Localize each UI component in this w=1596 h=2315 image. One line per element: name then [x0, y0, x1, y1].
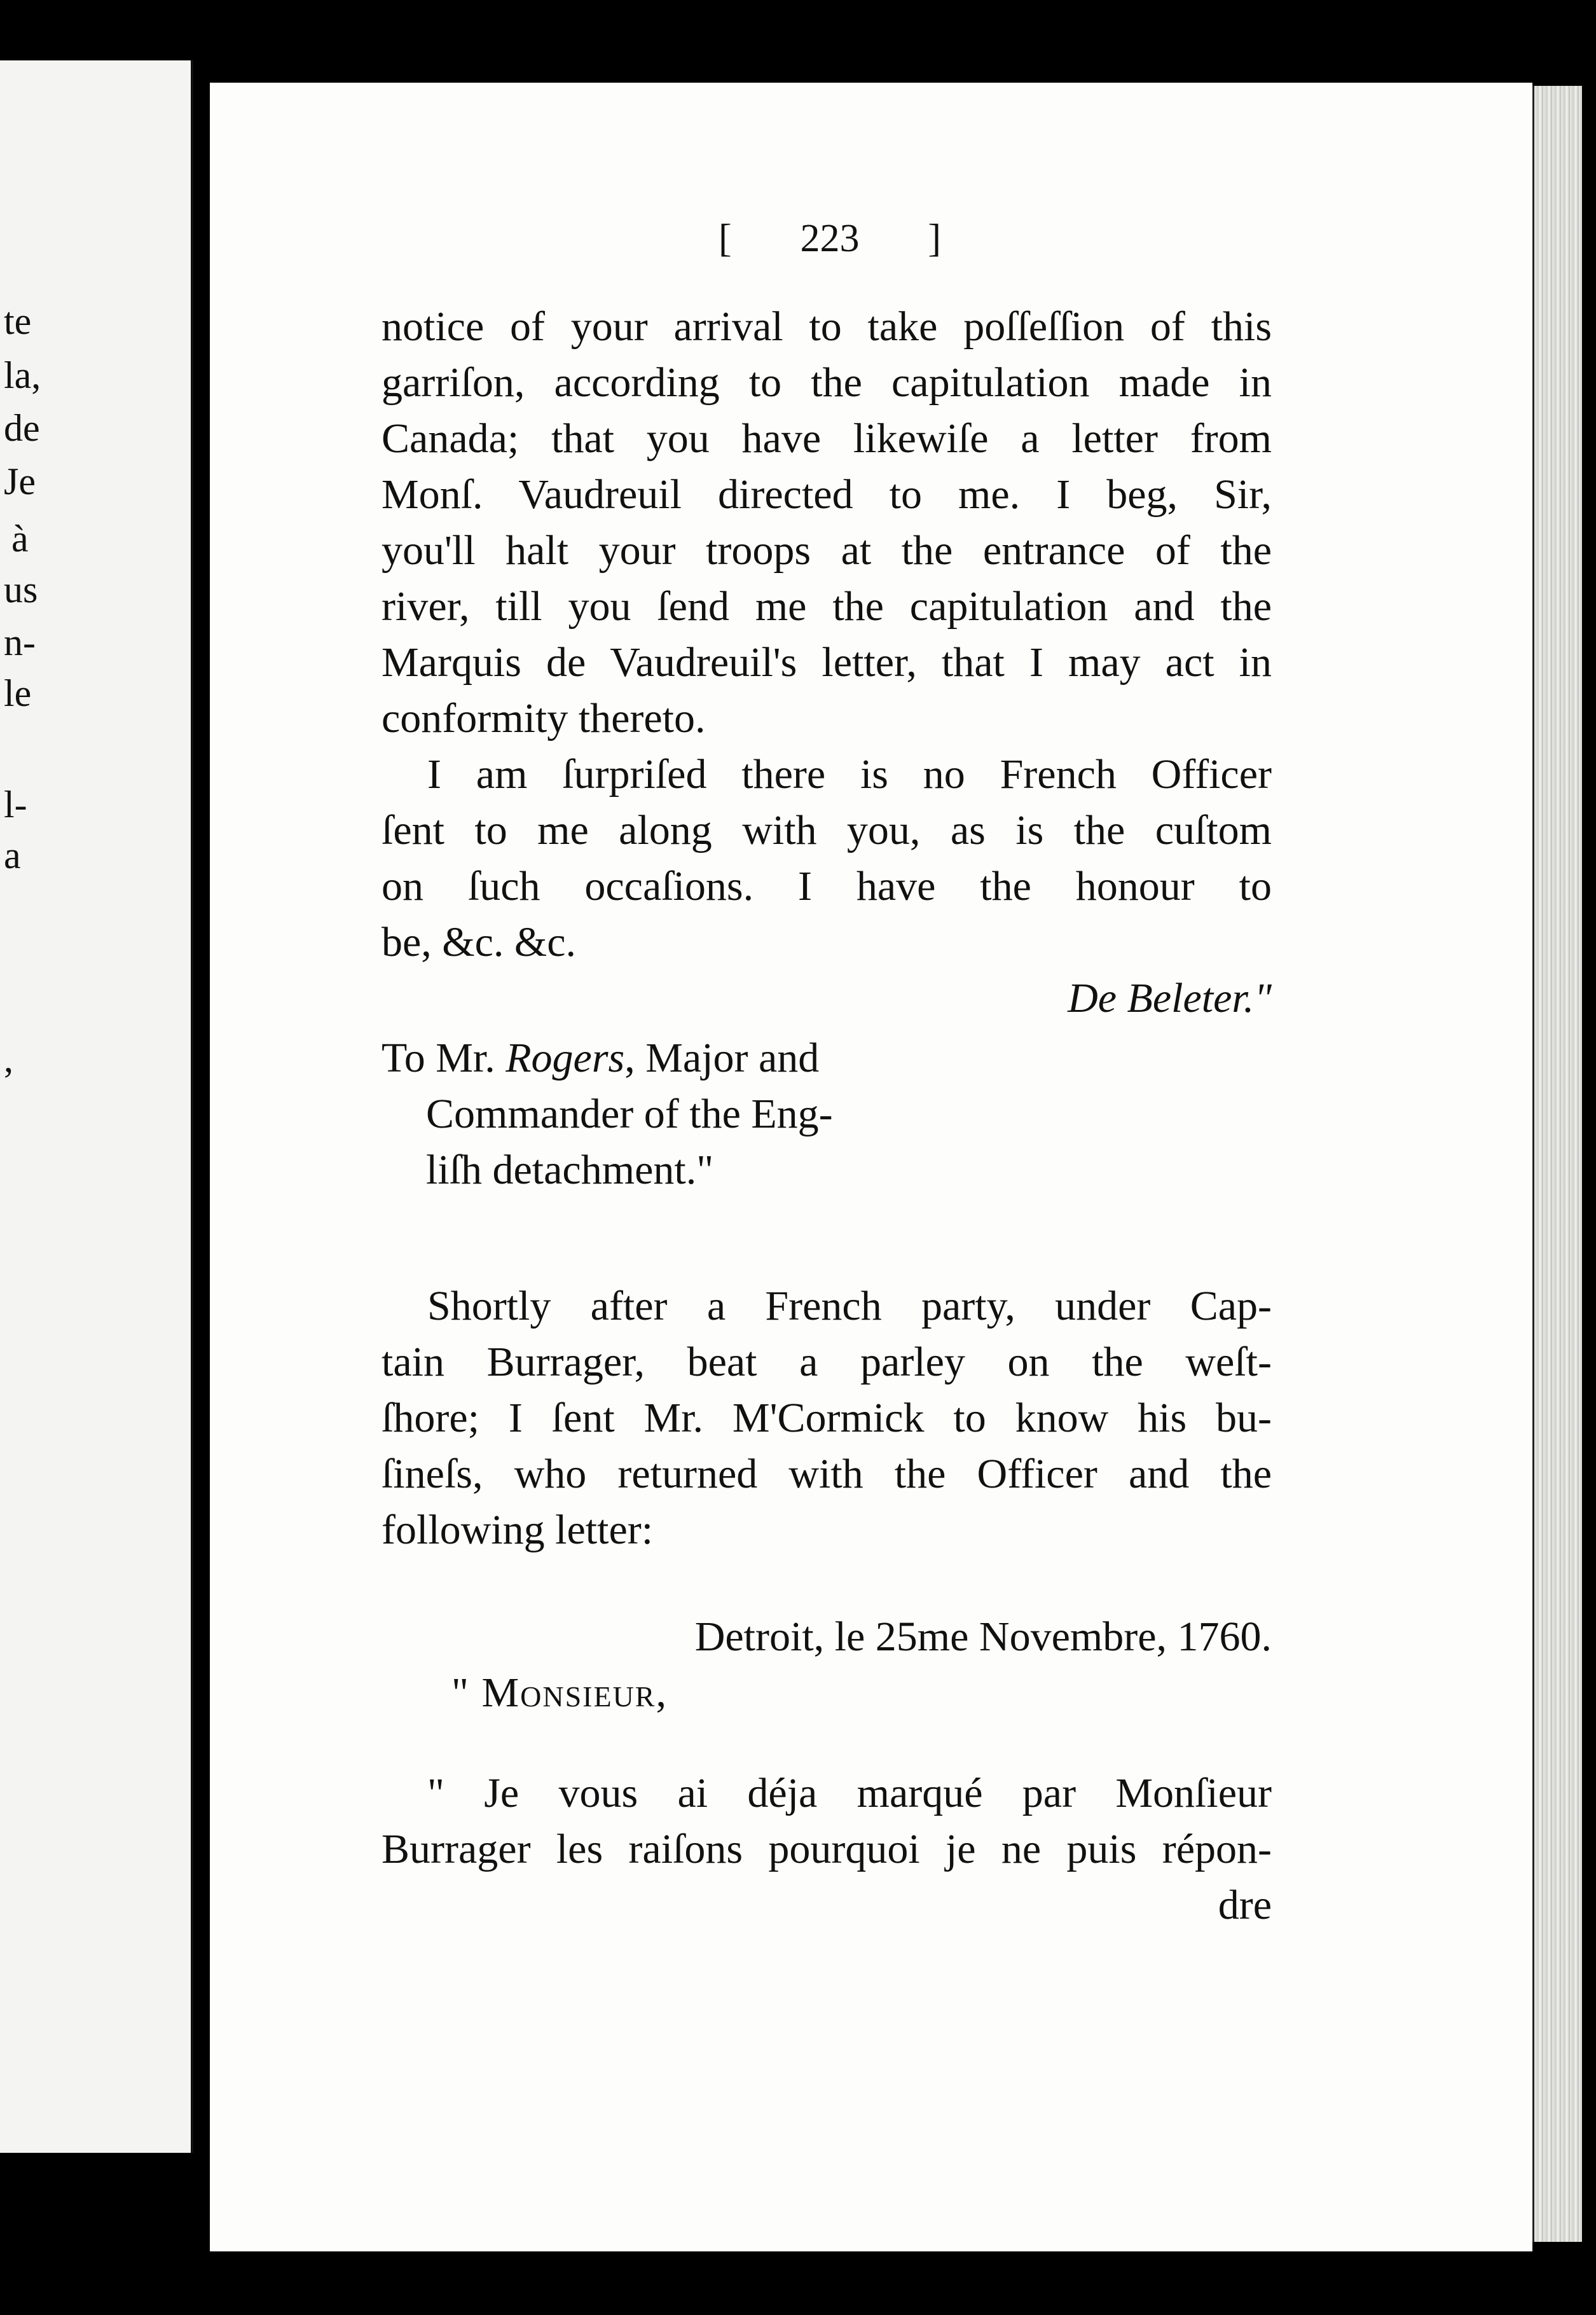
text-line: you'll halt your troops at the entrance of the	[382, 527, 1272, 574]
left-page-fragment: Je	[4, 460, 36, 502]
text-line: Shortly after a French party, under Cap-	[427, 1283, 1272, 1329]
addressee-prefix: To Mr.	[382, 1035, 506, 1081]
left-page-fragment: us	[4, 569, 38, 611]
addressee-name: Rogers	[506, 1035, 625, 1081]
text-line: river, till you ſend me the capitulation and the	[382, 583, 1272, 630]
left-page-fragment: la,	[4, 354, 41, 396]
left-page-fragment: a	[4, 834, 21, 876]
left-page-fragment: ,	[4, 1038, 13, 1080]
text-line: Marquis de Vaudreuil's letter, that I may act in	[382, 639, 1272, 686]
left-page-fragment: te	[4, 300, 32, 342]
narrative-paragraph	[382, 1278, 1272, 1558]
addressee-line: liſh detachment."	[426, 1147, 714, 1193]
letter-body	[382, 299, 1272, 1026]
text-line: following letter:	[382, 1507, 654, 1553]
page-number: 223	[800, 217, 860, 260]
text-line: " Je vous ai déja marqué par Monſieur	[427, 1770, 1272, 1816]
text-line: Monſ. Vaudreuil directed to me. I beg, Sir,	[382, 471, 1272, 518]
left-page-fragment: le	[4, 672, 32, 714]
text-line: tain Burrager, beat a parley on the weſt-	[382, 1339, 1272, 1385]
text-line: ſhore; I ſent Mr. M'Cormick to know his bu-	[382, 1395, 1272, 1441]
text-line: Canada; that you have likewiſe a letter from	[382, 415, 1272, 462]
catchword: dre	[1218, 1882, 1272, 1928]
text-line: garriſon, according to the capitulation made in	[382, 359, 1272, 406]
left-facing-page	[0, 60, 193, 2153]
page-edge	[1532, 86, 1582, 2242]
page-header	[719, 216, 941, 261]
bracket-close: ]	[928, 217, 941, 260]
text-line: notice of your arrival to take poſſeſſion of this	[382, 303, 1272, 350]
text-line: be, &c. &c.	[382, 919, 577, 965]
text-line: on ſuch occaſions. I have the honour to	[382, 863, 1272, 909]
text-line: Burrager les raiſons pourquoi je ne puis répon-	[382, 1826, 1272, 1872]
addressee-suffix: , Major and	[624, 1035, 820, 1081]
addressee-line	[382, 1030, 903, 1086]
text-line: conformity thereto.	[382, 695, 706, 742]
letter-signature: De Beleter."	[1068, 975, 1272, 1021]
text-line: I am ſurpriſed there is no French Officer	[427, 751, 1272, 798]
bracket-open: [	[719, 217, 732, 260]
left-page-fragment: de	[4, 407, 40, 449]
french-letter	[382, 1609, 1272, 1933]
spacer	[382, 1721, 1272, 1766]
text-line: ſineſs, who returned with the Officer and the	[382, 1451, 1272, 1497]
left-page-fragment: n-	[4, 621, 36, 663]
left-page-fragment: l-	[4, 784, 27, 826]
letter-dateline: Detroit, le 25me Novembre, 1760.	[694, 1614, 1272, 1660]
letter-salutation: " Monsieur,	[451, 1669, 668, 1716]
addressee-line: Commander of the Eng-	[426, 1091, 833, 1137]
letter-addressee	[382, 1030, 903, 1198]
text-line: ſent to me along with you, as is the cuſtom	[382, 807, 1272, 853]
left-page-fragment: à	[11, 518, 29, 560]
